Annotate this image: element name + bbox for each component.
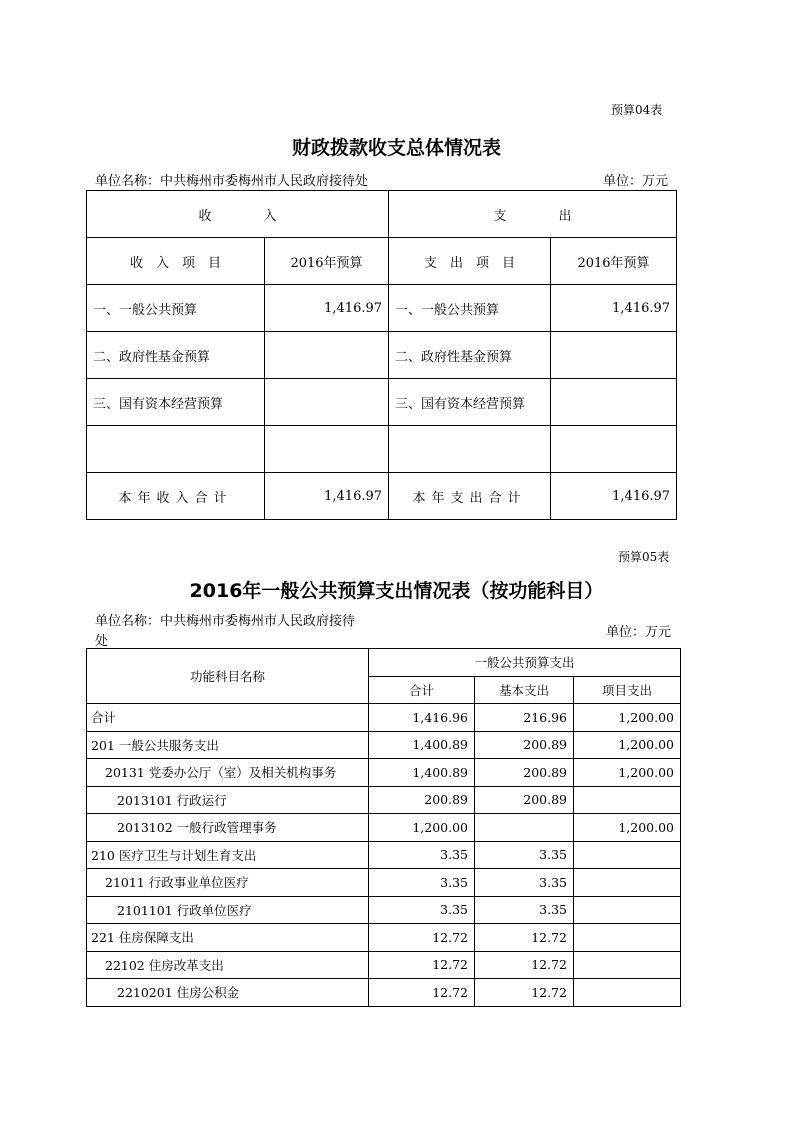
- project-value: [574, 869, 681, 897]
- unit-name-label: 单位名称：中共梅州市委梅州市人民政府接待处: [95, 174, 369, 189]
- function-name: 210 医疗卫生与计划生育支出: [87, 841, 369, 869]
- table-header-row: [87, 191, 677, 238]
- function-name: 2210201 住房公积金: [87, 979, 369, 1007]
- income-value: 1,416.97: [265, 285, 389, 332]
- table-row: [87, 979, 681, 1007]
- total-value: 3.35: [369, 869, 475, 897]
- expense-value: [551, 426, 677, 473]
- total-value: 3.35: [369, 841, 475, 869]
- expense-item: 一、一般公共预算: [389, 285, 551, 332]
- table-row: [87, 759, 681, 787]
- table2-title: 2016年一般公共预算支出情况表（按功能科目）: [189, 580, 604, 602]
- table-row: [87, 332, 677, 379]
- income-budget-header: 2016年预算: [265, 238, 389, 285]
- expense-value: [551, 379, 677, 426]
- project-value: [574, 951, 681, 979]
- expense-header: 支 出: [389, 191, 677, 238]
- expense-item-header: 支 出 项 目: [389, 238, 551, 285]
- project-value: [574, 786, 681, 814]
- basic-value: 12.72: [475, 924, 574, 952]
- unit-currency-label: 单位：万元: [606, 625, 672, 640]
- basic-value: 200.89: [475, 759, 574, 787]
- income-value: [265, 379, 389, 426]
- table-subheader-row: [87, 238, 677, 285]
- income-header: 收 入: [87, 191, 389, 238]
- basic-value: 12.72: [475, 979, 574, 1007]
- function-name: 2013102 一般行政管理事务: [87, 814, 369, 842]
- fiscal-income-expense-table: [86, 190, 677, 520]
- expense-value: 1,416.97: [551, 285, 677, 332]
- total-value: 200.89: [369, 786, 475, 814]
- income-item-header: 收 入 项 目: [87, 238, 265, 285]
- function-name: 合计: [87, 704, 369, 732]
- unit-name-label: 单位名称：中共梅州市委梅州市人民政府接待: [95, 614, 356, 629]
- table-row: [87, 841, 681, 869]
- income-value: [265, 332, 389, 379]
- total-value: 12.72: [369, 951, 475, 979]
- total-value: 1,400.89: [369, 731, 475, 759]
- table-row: [87, 951, 681, 979]
- total-value: 1,400.89: [369, 759, 475, 787]
- unit-name-label-continued: 处: [95, 634, 109, 649]
- function-name-header: 功能科目名称: [87, 649, 369, 704]
- basic-header: 基本支出: [475, 676, 574, 704]
- project-value: [574, 979, 681, 1007]
- general-budget-header: 一般公共预算支出: [369, 649, 681, 677]
- table-row: [87, 704, 681, 732]
- project-value: [574, 841, 681, 869]
- table-row: [87, 379, 677, 426]
- table-row: [87, 814, 681, 842]
- income-item: [87, 426, 265, 473]
- project-value: [574, 924, 681, 952]
- income-total-value: 1,416.97: [265, 473, 389, 520]
- table-row: [87, 896, 681, 924]
- total-value: 12.72: [369, 979, 475, 1007]
- income-item: 二、政府性基金预算: [87, 332, 265, 379]
- expense-budget-header: 2016年预算: [551, 238, 677, 285]
- table-row: [87, 731, 681, 759]
- project-value: 1,200.00: [574, 704, 681, 732]
- unit-currency-label: 单位：万元: [603, 174, 669, 189]
- total-value: 1,416.96: [369, 704, 475, 732]
- income-value: [265, 426, 389, 473]
- function-name: 22102 住房改革支出: [87, 951, 369, 979]
- basic-value: 3.35: [475, 841, 574, 869]
- expense-item: [389, 426, 551, 473]
- income-item: 一、一般公共预算: [87, 285, 265, 332]
- total-value: 1,200.00: [369, 814, 475, 842]
- project-value: 1,200.00: [574, 759, 681, 787]
- function-name: 2013101 行政运行: [87, 786, 369, 814]
- basic-value: 216.96: [475, 704, 574, 732]
- basic-value: [475, 814, 574, 842]
- project-header: 项目支出: [574, 676, 681, 704]
- form-number-05: 预算05表: [618, 550, 670, 564]
- table-header-row: [87, 649, 681, 677]
- basic-value: 12.72: [475, 951, 574, 979]
- total-value: 12.72: [369, 924, 475, 952]
- project-value: [574, 896, 681, 924]
- table-total-row: [87, 473, 677, 520]
- expense-total-value: 1,416.97: [551, 473, 677, 520]
- table-row: [87, 786, 681, 814]
- function-name: 21011 行政事业单位医疗: [87, 869, 369, 897]
- expense-item: 二、政府性基金预算: [389, 332, 551, 379]
- total-value: 3.35: [369, 896, 475, 924]
- basic-value: 3.35: [475, 896, 574, 924]
- expense-total-label: 本年支出合计: [389, 473, 551, 520]
- basic-value: 3.35: [475, 869, 574, 897]
- table-row: [87, 869, 681, 897]
- expense-item: 三、国有资本经营预算: [389, 379, 551, 426]
- function-name: 221 住房保障支出: [87, 924, 369, 952]
- expense-value: [551, 332, 677, 379]
- income-item: 三、国有资本经营预算: [87, 379, 265, 426]
- total-header: 合计: [369, 676, 475, 704]
- basic-value: 200.89: [475, 731, 574, 759]
- function-name: 2101101 行政单位医疗: [87, 896, 369, 924]
- project-value: 1,200.00: [574, 731, 681, 759]
- form-number-04: 预算04表: [611, 103, 663, 117]
- basic-value: 200.89: [475, 786, 574, 814]
- project-value: 1,200.00: [574, 814, 681, 842]
- table-row: [87, 426, 677, 473]
- general-budget-expense-table: [86, 648, 681, 1007]
- table1-title: 财政拨款收支总体情况表: [291, 137, 501, 159]
- function-name: 20131 党委办公厅（室）及相关机构事务: [87, 759, 369, 787]
- income-total-label: 本年收入合计: [87, 473, 265, 520]
- table-row: [87, 924, 681, 952]
- function-name: 201 一般公共服务支出: [87, 731, 369, 759]
- table-row: [87, 285, 677, 332]
